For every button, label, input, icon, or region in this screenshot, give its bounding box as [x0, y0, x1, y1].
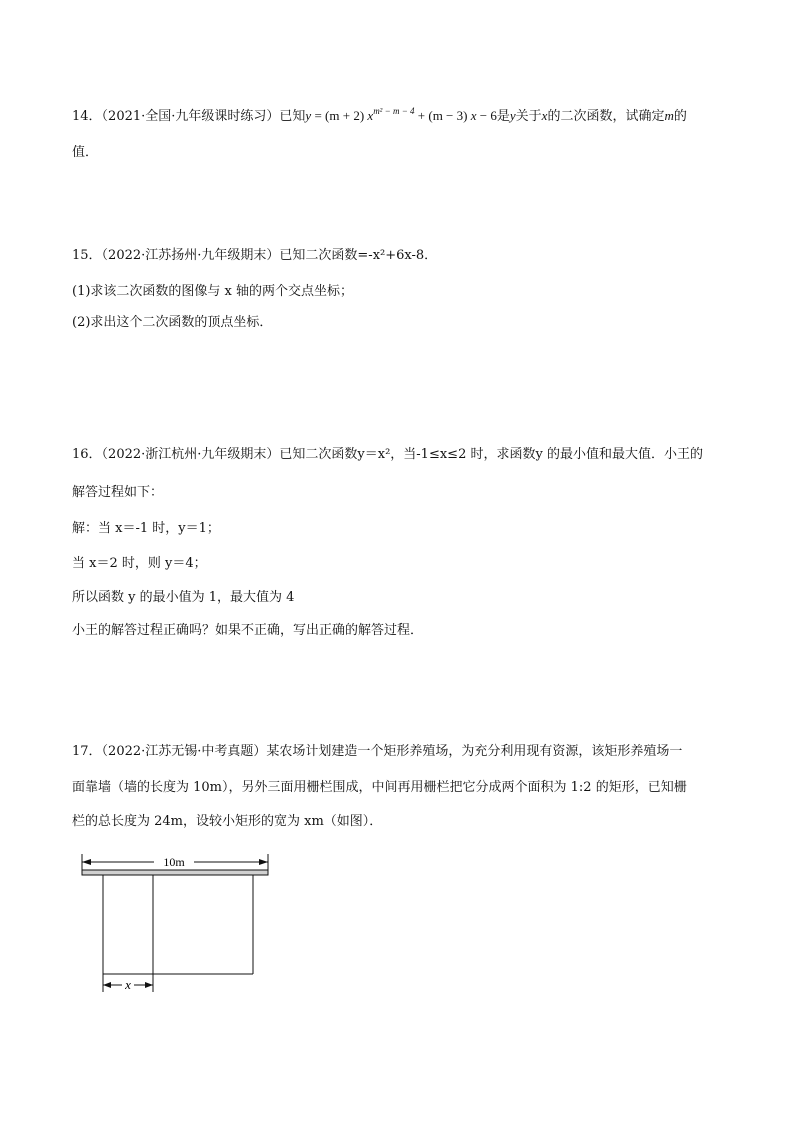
- question-16-line-5: 所以函数 y 的最小值为 1，最大值为 4: [72, 590, 295, 605]
- wall: [82, 870, 268, 875]
- question-14-number: 14．: [72, 109, 102, 124]
- wall-dimension-arrow-left: [82, 859, 91, 865]
- question-17-line-2: 面靠墙（墙的长度为 10m），另外三面用栅栏围成，中间再用栅栏把它分成两个面积为 1:2 的矩形，已知栅: [72, 780, 687, 795]
- question-16-line-6: 小王的解答过程正确吗？如果不正确，写出正确的解答过程．: [72, 623, 424, 638]
- width-dimension-arrow-left: [103, 982, 111, 988]
- question-16-line-1: [72, 446, 703, 464]
- question-14-y-var: y: [509, 108, 516, 123]
- question-17-source: （2022·江苏无锡·中考真题）: [101, 744, 267, 759]
- question-14-line-1: [72, 107, 687, 126]
- question-15-number: 15．: [72, 248, 102, 263]
- question-14-text-1: 已知: [279, 109, 306, 124]
- question-16-line-2: 解答过程如下：: [72, 485, 164, 500]
- question-16-line-3: 解：当 x＝-1 时，y＝1；: [72, 521, 220, 536]
- question-17-line-3: 栏的总长度为 24m，设较小矩形的宽为 xm（如图）．: [72, 814, 383, 829]
- question-17-number: 17．: [72, 744, 102, 759]
- question-15-source: （2022·江苏扬州·九年级期末）: [101, 248, 280, 263]
- question-15-line-1: [72, 247, 437, 265]
- question-15-part-2: (2)求出这个二次函数的顶点坐标．: [72, 315, 273, 330]
- question-16-line-4: 当 x＝2 时，则 y＝4；: [72, 556, 207, 571]
- question-14-text-2: 是: [496, 109, 510, 124]
- width-dimension-arrow-right: [145, 982, 153, 988]
- question-14-text-3: 关于: [515, 109, 542, 124]
- question-14-text-5: 的: [673, 109, 687, 124]
- question-17-line-1: [72, 743, 682, 761]
- wall-dimension-arrow-right: [259, 859, 268, 865]
- question-14-source: （2021·全国·九年级课时练习）: [101, 109, 280, 124]
- question-14-x-var: x: [541, 108, 548, 123]
- question-15-text: 已知二次函数=-x²+6x-8．: [279, 248, 438, 263]
- question-14-m-var: m: [664, 108, 674, 123]
- question-17-text-1: 某农场计划建造一个矩形养殖场，为充分利用现有资源，该矩形养殖场一: [266, 744, 683, 759]
- question-15-part-1: (1)求该二次函数的图像与 x 轴的两个交点坐标；: [72, 284, 354, 299]
- question-16-source: （2022·浙江杭州·九年级期末）: [101, 447, 280, 462]
- question-14-line-2: 值．: [72, 145, 99, 160]
- wall-length-label: 10m: [163, 855, 185, 869]
- width-label: x: [125, 977, 131, 992]
- question-16-text: 已知二次函数y＝x²，当-1≤x≤2 时，求函数y 的最小值和最大值．小王的: [279, 447, 703, 462]
- enclosure-figure: [76, 848, 276, 998]
- question-14-text-4: 的二次函数，试确定: [547, 109, 665, 124]
- question-14-equation: y = (m + 2) $x^{m^2 - m - 4} + (m - 3) x - 6$: [305, 106, 497, 123]
- question-16-number: 16．: [72, 447, 102, 462]
